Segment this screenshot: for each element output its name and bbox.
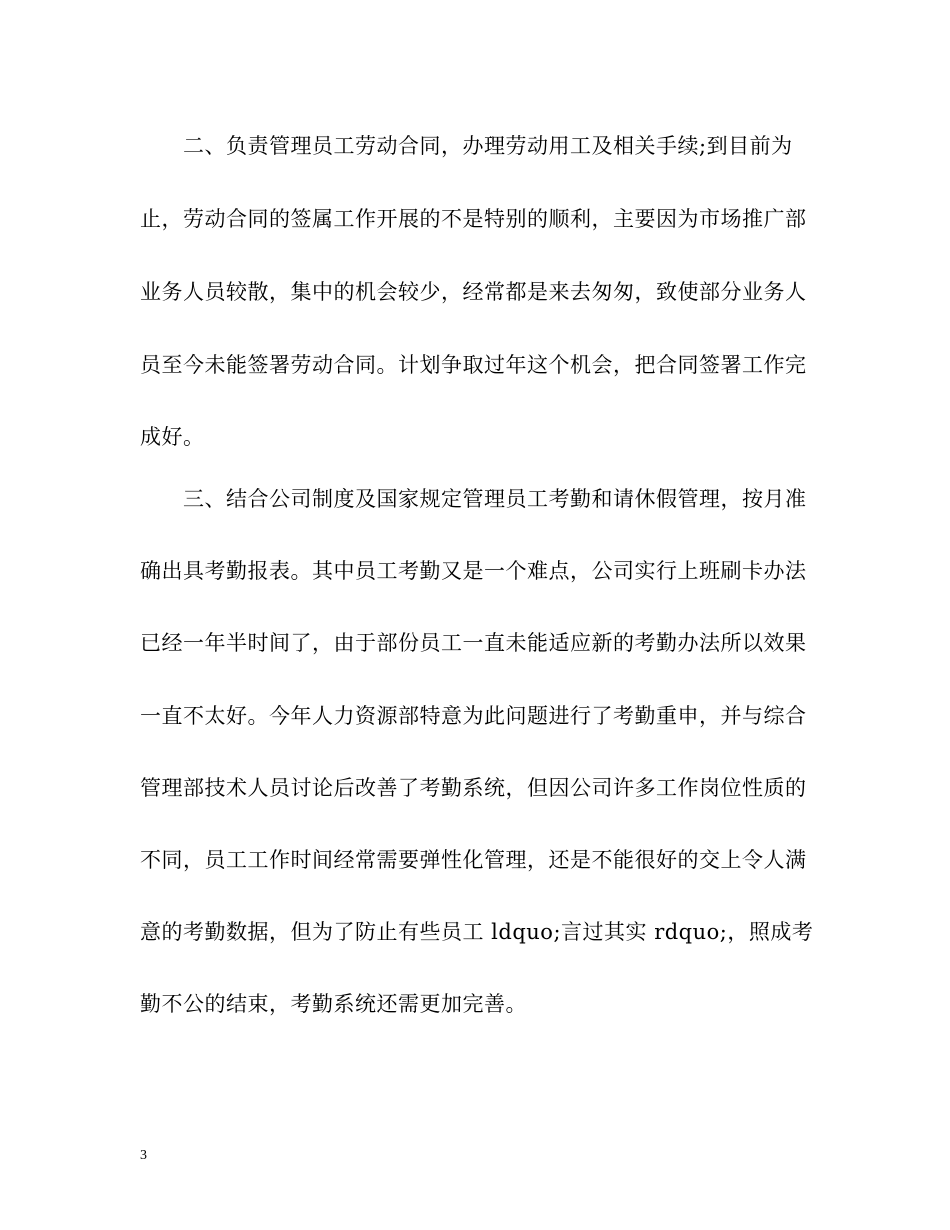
paragraph-line: 成好。 xyxy=(140,425,205,449)
paragraph-line: 意的考勤数据，但为了防止有些员工 ldquo;言过其实 rdquo;，照成考 xyxy=(140,920,814,944)
paragraph-line: 一直不太好。今年人力资源部特意为此问题进行了考勤重申，并与综合 xyxy=(140,704,807,728)
paragraph-line: 确出具考勤报表。其中员工考勤又是一个难点，公司实行上班刷卡办法 xyxy=(140,559,807,583)
paragraph-line: 三、结合公司制度及国家规定管理员工考勤和请休假管理，按月准 xyxy=(183,487,807,511)
paragraph-line: 勤不公的结束，考勤系统还需更加完善。 xyxy=(140,992,527,1016)
paragraph-line: 业务人员较散，集中的机会较少，经常都是来去匆匆，致使部分业务人 xyxy=(140,280,807,304)
paragraph-line: 不同，员工工作时间经常需要弹性化管理，还是不能很好的交上令人满 xyxy=(140,848,807,872)
paragraph-line: 二、负责管理员工劳动合同，办理劳动用工及相关手续;到目前为 xyxy=(183,134,793,158)
paragraph-line: 员至今未能签署劳动合同。计划争取过年这个机会，把合同签署工作完 xyxy=(140,353,807,377)
paragraph-line: 已经一年半时间了，由于部份员工一直未能适应新的考勤办法所以效果 xyxy=(140,631,807,655)
paragraph-line: 管理部技术人员讨论后改善了考勤系统，但因公司许多工作岗位性质的 xyxy=(140,776,807,800)
paragraph-line: 止，劳动合同的签属工作开展的不是特别的顺利，主要因为市场推广部 xyxy=(140,207,807,231)
page-number: 3 xyxy=(140,1148,147,1163)
